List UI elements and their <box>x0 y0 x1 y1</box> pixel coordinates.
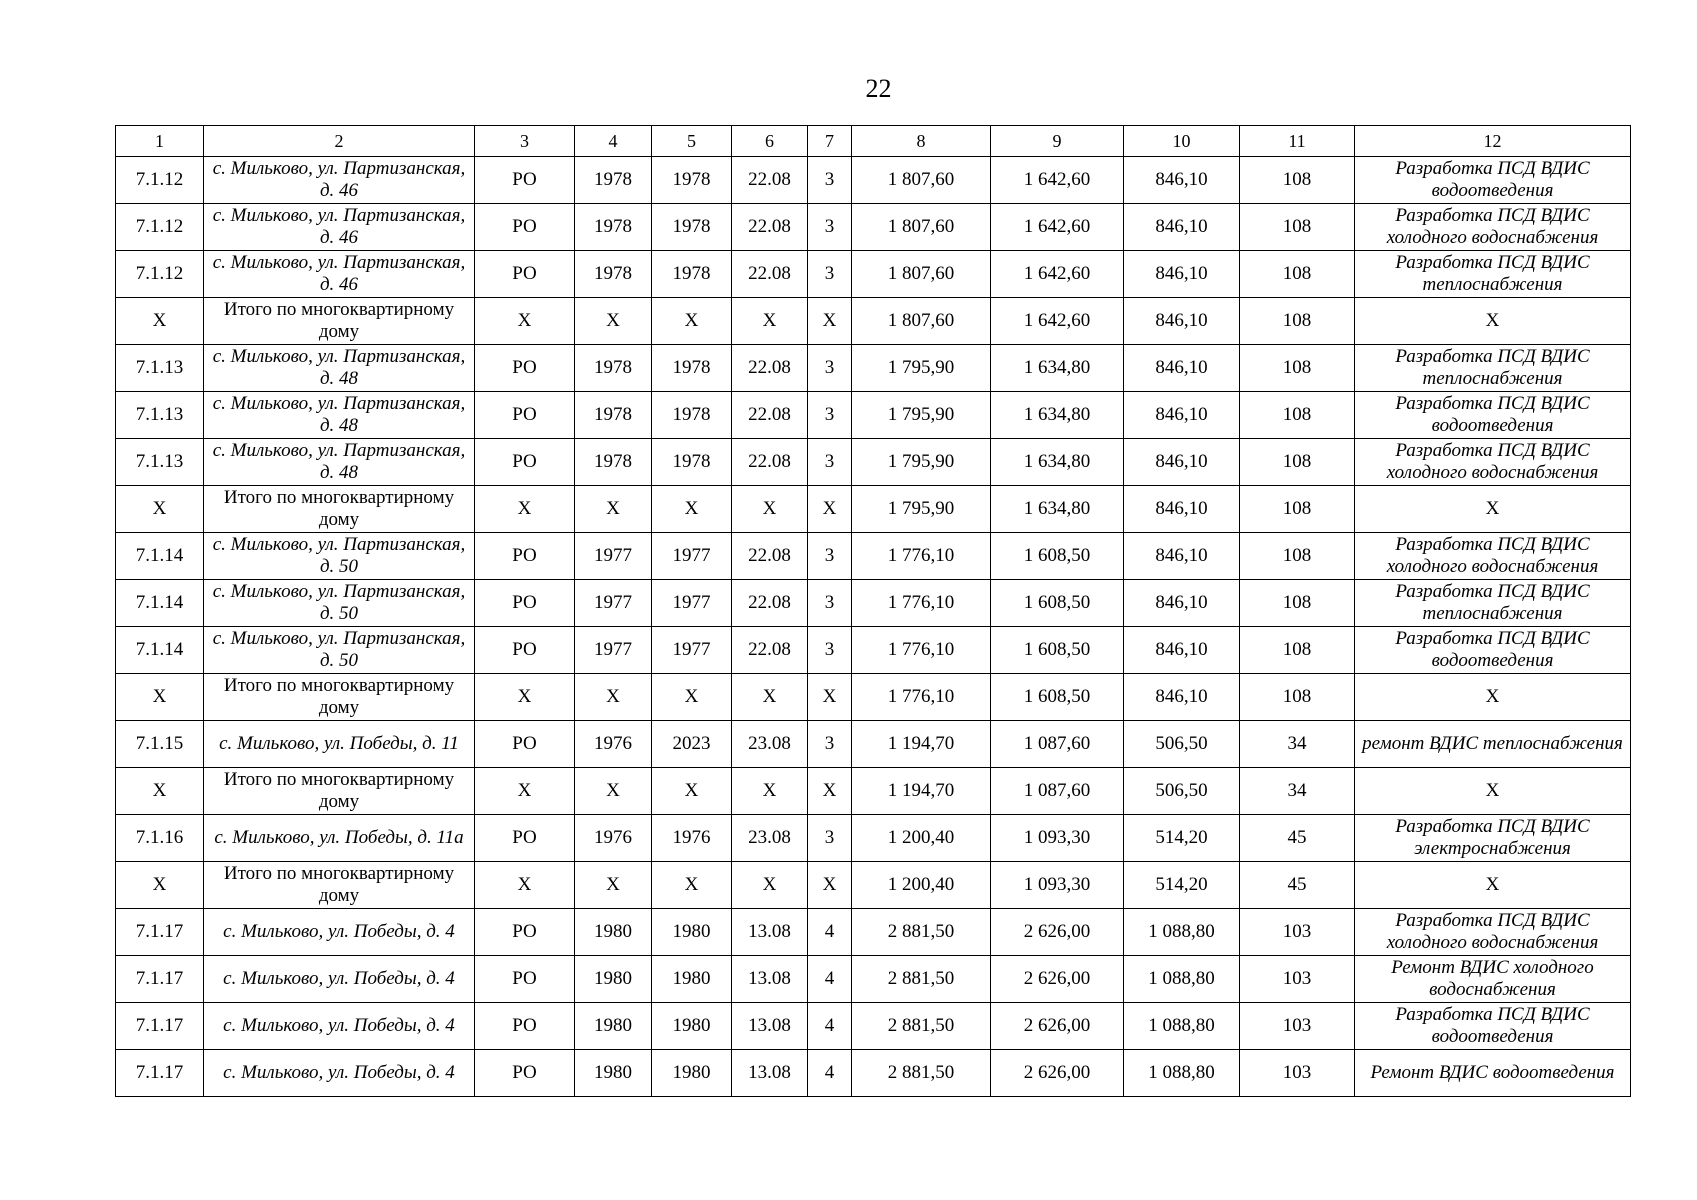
col-5-cell: X <box>652 768 732 815</box>
col-10-cell: 514,20 <box>1124 862 1240 909</box>
col-11-cell: 34 <box>1240 721 1355 768</box>
total-row <box>116 486 1631 533</box>
col-5-cell: 1977 <box>652 533 732 580</box>
col-5-cell: X <box>652 862 732 909</box>
col-11-cell: 45 <box>1240 815 1355 862</box>
item-number-cell: 7.1.12 <box>116 157 204 204</box>
col-10-cell: 506,50 <box>1124 721 1240 768</box>
col-8-cell: 1 776,10 <box>852 627 991 674</box>
col-10-cell: 1 088,80 <box>1124 1050 1240 1097</box>
address-cell: с. Мильково, ул. Партизанская, д. 50 <box>204 627 475 674</box>
column-header: 8 <box>852 126 991 157</box>
col-8-cell: 1 776,10 <box>852 580 991 627</box>
col-3-cell: РО <box>475 251 575 298</box>
col-4-cell: 1980 <box>575 1003 652 1050</box>
item-number-cell: 7.1.17 <box>116 1050 204 1097</box>
col-7-cell: 4 <box>808 1003 852 1050</box>
col-5-cell: 1978 <box>652 204 732 251</box>
col-3-cell: РО <box>475 956 575 1003</box>
col-6-cell: 22.08 <box>732 345 808 392</box>
col-7-cell: 3 <box>808 392 852 439</box>
work-type-cell: Разработка ПСД ВДИС холодного водоснабжения <box>1355 204 1631 251</box>
col-9-cell: 1 087,60 <box>991 768 1124 815</box>
col-3-cell: X <box>475 768 575 815</box>
col-7-cell: 3 <box>808 251 852 298</box>
col-3-cell: РО <box>475 1050 575 1097</box>
column-header: 1 <box>116 126 204 157</box>
column-header: 2 <box>204 126 475 157</box>
col-11-cell: 103 <box>1240 909 1355 956</box>
col-5-cell: 1978 <box>652 251 732 298</box>
col-9-cell: 1 608,50 <box>991 533 1124 580</box>
table-row <box>116 815 1631 862</box>
col-9-cell: 1 642,60 <box>991 251 1124 298</box>
header-row <box>116 126 1631 157</box>
col-11-cell: 34 <box>1240 768 1355 815</box>
col-4-cell: 1977 <box>575 533 652 580</box>
total-row <box>116 674 1631 721</box>
table-row <box>116 157 1631 204</box>
col-7-cell: 3 <box>808 815 852 862</box>
col-11-cell: 108 <box>1240 345 1355 392</box>
address-cell: с. Мильково, ул. Партизанская, д. 50 <box>204 533 475 580</box>
col-10-cell: 846,10 <box>1124 674 1240 721</box>
col-7-cell: X <box>808 768 852 815</box>
col-3-cell: РО <box>475 157 575 204</box>
col-6-cell: 22.08 <box>732 580 808 627</box>
col-6-cell: X <box>732 768 808 815</box>
col-5-cell: 1977 <box>652 580 732 627</box>
col-11-cell: 108 <box>1240 251 1355 298</box>
col-9-cell: 2 626,00 <box>991 1003 1124 1050</box>
work-type-cell: Разработка ПСД ВДИС холодного водоснабжения <box>1355 439 1631 486</box>
work-type-cell: X <box>1355 486 1631 533</box>
col-3-cell: X <box>475 486 575 533</box>
col-5-cell: 2023 <box>652 721 732 768</box>
table-row <box>116 1050 1631 1097</box>
address-cell: с. Мильково, ул. Победы, д. 11 <box>204 721 475 768</box>
work-type-cell: Ремонт ВДИС холодного водоснабжения <box>1355 956 1631 1003</box>
col-6-cell: 22.08 <box>732 204 808 251</box>
col-5-cell: 1980 <box>652 956 732 1003</box>
work-type-cell: Разработка ПСД ВДИС теплоснабжения <box>1355 580 1631 627</box>
col-9-cell: 1 634,80 <box>991 439 1124 486</box>
col-3-cell: РО <box>475 1003 575 1050</box>
item-number-cell: X <box>116 486 204 533</box>
address-cell: с. Мильково, ул. Партизанская, д. 46 <box>204 251 475 298</box>
col-7-cell: 4 <box>808 909 852 956</box>
col-5-cell: X <box>652 486 732 533</box>
col-11-cell: 108 <box>1240 157 1355 204</box>
col-9-cell: 1 608,50 <box>991 580 1124 627</box>
col-4-cell: 1978 <box>575 251 652 298</box>
table-row <box>116 956 1631 1003</box>
col-8-cell: 1 807,60 <box>852 251 991 298</box>
col-5-cell: 1978 <box>652 392 732 439</box>
table-row <box>116 1003 1631 1050</box>
col-10-cell: 846,10 <box>1124 486 1240 533</box>
table-row <box>116 439 1631 486</box>
work-type-cell: ремонт ВДИС теплоснабжения <box>1355 721 1631 768</box>
work-type-cell: X <box>1355 298 1631 345</box>
col-3-cell: РО <box>475 439 575 486</box>
address-cell: с. Мильково, ул. Партизанская, д. 46 <box>204 157 475 204</box>
table-row <box>116 392 1631 439</box>
col-9-cell: 1 642,60 <box>991 204 1124 251</box>
col-9-cell: 1 634,80 <box>991 345 1124 392</box>
col-7-cell: 3 <box>808 157 852 204</box>
column-header: 5 <box>652 126 732 157</box>
col-8-cell: 1 795,90 <box>852 486 991 533</box>
col-10-cell: 846,10 <box>1124 345 1240 392</box>
table-row <box>116 533 1631 580</box>
col-10-cell: 846,10 <box>1124 204 1240 251</box>
address-cell: с. Мильково, ул. Партизанская, д. 50 <box>204 580 475 627</box>
item-number-cell: 7.1.14 <box>116 533 204 580</box>
col-6-cell: 22.08 <box>732 392 808 439</box>
col-4-cell: 1980 <box>575 1050 652 1097</box>
col-8-cell: 1 200,40 <box>852 815 991 862</box>
col-11-cell: 45 <box>1240 862 1355 909</box>
address-cell: Итого по многоквартирному дому <box>204 298 475 345</box>
col-9-cell: 1 634,80 <box>991 392 1124 439</box>
item-number-cell: 7.1.13 <box>116 345 204 392</box>
column-header: 9 <box>991 126 1124 157</box>
work-type-cell: Разработка ПСД ВДИС холодного водоснабжения <box>1355 533 1631 580</box>
col-7-cell: 3 <box>808 439 852 486</box>
column-header: 12 <box>1355 126 1631 157</box>
address-cell: Итого по многоквартирному дому <box>204 674 475 721</box>
col-11-cell: 108 <box>1240 204 1355 251</box>
col-3-cell: РО <box>475 345 575 392</box>
col-6-cell: 22.08 <box>732 533 808 580</box>
col-8-cell: 1 807,60 <box>852 157 991 204</box>
col-6-cell: 23.08 <box>732 721 808 768</box>
col-9-cell: 1 642,60 <box>991 298 1124 345</box>
col-4-cell: 1977 <box>575 627 652 674</box>
col-4-cell: X <box>575 862 652 909</box>
col-3-cell: РО <box>475 909 575 956</box>
col-3-cell: РО <box>475 392 575 439</box>
col-11-cell: 108 <box>1240 580 1355 627</box>
col-9-cell: 1 087,60 <box>991 721 1124 768</box>
col-11-cell: 108 <box>1240 674 1355 721</box>
col-5-cell: 1978 <box>652 439 732 486</box>
work-type-cell: Разработка ПСД ВДИС водоотведения <box>1355 1003 1631 1050</box>
col-8-cell: 1 795,90 <box>852 392 991 439</box>
col-11-cell: 108 <box>1240 298 1355 345</box>
table-row <box>116 627 1631 674</box>
item-number-cell: 7.1.14 <box>116 580 204 627</box>
col-8-cell: 2 881,50 <box>852 909 991 956</box>
col-8-cell: 1 776,10 <box>852 674 991 721</box>
table-body <box>116 157 1631 1097</box>
col-8-cell: 1 776,10 <box>852 533 991 580</box>
col-11-cell: 108 <box>1240 533 1355 580</box>
column-header: 4 <box>575 126 652 157</box>
item-number-cell: 7.1.15 <box>116 721 204 768</box>
col-7-cell: 3 <box>808 204 852 251</box>
col-7-cell: X <box>808 862 852 909</box>
col-7-cell: 4 <box>808 956 852 1003</box>
col-8-cell: 1 795,90 <box>852 345 991 392</box>
col-8-cell: 1 200,40 <box>852 862 991 909</box>
table-row <box>116 580 1631 627</box>
total-row <box>116 298 1631 345</box>
item-number-cell: X <box>116 674 204 721</box>
col-5-cell: X <box>652 674 732 721</box>
address-cell: с. Мильково, ул. Партизанская, д. 46 <box>204 204 475 251</box>
col-6-cell: 22.08 <box>732 157 808 204</box>
col-11-cell: 103 <box>1240 956 1355 1003</box>
col-6-cell: 13.08 <box>732 1050 808 1097</box>
col-11-cell: 103 <box>1240 1003 1355 1050</box>
address-cell: Итого по многоквартирному дому <box>204 768 475 815</box>
col-10-cell: 1 088,80 <box>1124 909 1240 956</box>
column-header: 6 <box>732 126 808 157</box>
col-7-cell: X <box>808 674 852 721</box>
total-row <box>116 862 1631 909</box>
col-8-cell: 2 881,50 <box>852 956 991 1003</box>
item-number-cell: 7.1.12 <box>116 251 204 298</box>
col-4-cell: 1976 <box>575 815 652 862</box>
col-10-cell: 506,50 <box>1124 768 1240 815</box>
col-4-cell: 1980 <box>575 956 652 1003</box>
table-row <box>116 251 1631 298</box>
col-8-cell: 1 807,60 <box>852 298 991 345</box>
work-type-cell: Ремонт ВДИС водоотведения <box>1355 1050 1631 1097</box>
col-9-cell: 1 608,50 <box>991 627 1124 674</box>
col-8-cell: 2 881,50 <box>852 1050 991 1097</box>
col-11-cell: 103 <box>1240 1050 1355 1097</box>
table-row <box>116 721 1631 768</box>
col-11-cell: 108 <box>1240 627 1355 674</box>
work-type-cell: Разработка ПСД ВДИС холодного водоснабжения <box>1355 909 1631 956</box>
col-10-cell: 846,10 <box>1124 298 1240 345</box>
address-cell: с. Мильково, ул. Победы, д. 4 <box>204 956 475 1003</box>
col-10-cell: 846,10 <box>1124 533 1240 580</box>
item-number-cell: X <box>116 298 204 345</box>
page-number: 22 <box>865 74 892 103</box>
col-9-cell: 2 626,00 <box>991 909 1124 956</box>
col-7-cell: X <box>808 298 852 345</box>
col-5-cell: 1976 <box>652 815 732 862</box>
col-4-cell: X <box>575 768 652 815</box>
col-4-cell: 1980 <box>575 909 652 956</box>
col-6-cell: 23.08 <box>732 815 808 862</box>
col-3-cell: РО <box>475 815 575 862</box>
col-10-cell: 846,10 <box>1124 251 1240 298</box>
col-7-cell: 3 <box>808 627 852 674</box>
item-number-cell: 7.1.17 <box>116 1003 204 1050</box>
address-cell: Итого по многоквартирному дому <box>204 862 475 909</box>
col-11-cell: 108 <box>1240 486 1355 533</box>
column-header: 7 <box>808 126 852 157</box>
col-3-cell: X <box>475 674 575 721</box>
address-cell: с. Мильково, ул. Победы, д. 4 <box>204 1050 475 1097</box>
work-type-cell: Разработка ПСД ВДИС водоотведения <box>1355 392 1631 439</box>
col-7-cell: 3 <box>808 533 852 580</box>
work-type-cell: Разработка ПСД ВДИС теплоснабжения <box>1355 251 1631 298</box>
col-9-cell: 2 626,00 <box>991 956 1124 1003</box>
col-8-cell: 1 795,90 <box>852 439 991 486</box>
col-3-cell: РО <box>475 721 575 768</box>
col-10-cell: 846,10 <box>1124 580 1240 627</box>
col-5-cell: 1980 <box>652 1003 732 1050</box>
col-6-cell: X <box>732 862 808 909</box>
item-number-cell: 7.1.14 <box>116 627 204 674</box>
col-8-cell: 2 881,50 <box>852 1003 991 1050</box>
col-9-cell: 2 626,00 <box>991 1050 1124 1097</box>
col-6-cell: X <box>732 674 808 721</box>
col-4-cell: X <box>575 486 652 533</box>
col-9-cell: 1 634,80 <box>991 486 1124 533</box>
col-10-cell: 846,10 <box>1124 439 1240 486</box>
col-7-cell: 3 <box>808 721 852 768</box>
col-6-cell: 22.08 <box>732 251 808 298</box>
address-cell: с. Мильково, ул. Победы, д. 4 <box>204 909 475 956</box>
col-4-cell: X <box>575 674 652 721</box>
table-row <box>116 204 1631 251</box>
col-3-cell: РО <box>475 204 575 251</box>
item-number-cell: 7.1.12 <box>116 204 204 251</box>
col-4-cell: 1977 <box>575 580 652 627</box>
register-table <box>115 125 1631 1097</box>
work-type-cell: X <box>1355 768 1631 815</box>
col-10-cell: 846,10 <box>1124 627 1240 674</box>
col-5-cell: 1978 <box>652 345 732 392</box>
address-cell: с. Мильково, ул. Партизанская, д. 48 <box>204 345 475 392</box>
col-6-cell: 22.08 <box>732 627 808 674</box>
address-cell: с. Мильково, ул. Победы, д. 4 <box>204 1003 475 1050</box>
address-cell: с. Мильково, ул. Партизанская, д. 48 <box>204 439 475 486</box>
work-type-cell: Разработка ПСД ВДИС водоотведения <box>1355 157 1631 204</box>
col-6-cell: 13.08 <box>732 956 808 1003</box>
col-4-cell: X <box>575 298 652 345</box>
col-10-cell: 1 088,80 <box>1124 1003 1240 1050</box>
col-4-cell: 1978 <box>575 392 652 439</box>
col-5-cell: 1978 <box>652 157 732 204</box>
col-3-cell: X <box>475 298 575 345</box>
col-8-cell: 1 194,70 <box>852 768 991 815</box>
col-9-cell: 1 093,30 <box>991 862 1124 909</box>
col-10-cell: 846,10 <box>1124 157 1240 204</box>
total-row <box>116 768 1631 815</box>
address-cell: с. Мильково, ул. Победы, д. 11а <box>204 815 475 862</box>
address-cell: с. Мильково, ул. Партизанская, д. 48 <box>204 392 475 439</box>
column-header: 11 <box>1240 126 1355 157</box>
col-7-cell: 3 <box>808 580 852 627</box>
col-3-cell: РО <box>475 580 575 627</box>
col-4-cell: 1978 <box>575 439 652 486</box>
item-number-cell: 7.1.16 <box>116 815 204 862</box>
col-9-cell: 1 608,50 <box>991 674 1124 721</box>
item-number-cell: X <box>116 768 204 815</box>
col-7-cell: X <box>808 486 852 533</box>
col-9-cell: 1 642,60 <box>991 157 1124 204</box>
col-5-cell: 1980 <box>652 1050 732 1097</box>
col-3-cell: РО <box>475 533 575 580</box>
col-4-cell: 1978 <box>575 157 652 204</box>
column-header: 3 <box>475 126 575 157</box>
col-8-cell: 1 194,70 <box>852 721 991 768</box>
col-4-cell: 1976 <box>575 721 652 768</box>
col-4-cell: 1978 <box>575 345 652 392</box>
work-type-cell: Разработка ПСД ВДИС теплоснабжения <box>1355 345 1631 392</box>
col-4-cell: 1978 <box>575 204 652 251</box>
work-type-cell: Разработка ПСД ВДИС водоотведения <box>1355 627 1631 674</box>
col-11-cell: 108 <box>1240 439 1355 486</box>
col-7-cell: 3 <box>808 345 852 392</box>
work-type-cell: X <box>1355 862 1631 909</box>
col-6-cell: 13.08 <box>732 909 808 956</box>
work-type-cell: X <box>1355 674 1631 721</box>
col-7-cell: 4 <box>808 1050 852 1097</box>
col-3-cell: РО <box>475 627 575 674</box>
col-6-cell: 22.08 <box>732 439 808 486</box>
table-row <box>116 345 1631 392</box>
col-5-cell: X <box>652 298 732 345</box>
work-type-cell: Разработка ПСД ВДИС электроснабжения <box>1355 815 1631 862</box>
item-number-cell: 7.1.13 <box>116 392 204 439</box>
col-10-cell: 846,10 <box>1124 392 1240 439</box>
col-11-cell: 108 <box>1240 392 1355 439</box>
item-number-cell: 7.1.17 <box>116 956 204 1003</box>
col-9-cell: 1 093,30 <box>991 815 1124 862</box>
col-10-cell: 1 088,80 <box>1124 956 1240 1003</box>
col-6-cell: X <box>732 486 808 533</box>
col-5-cell: 1977 <box>652 627 732 674</box>
col-8-cell: 1 807,60 <box>852 204 991 251</box>
col-10-cell: 514,20 <box>1124 815 1240 862</box>
column-header: 10 <box>1124 126 1240 157</box>
col-6-cell: 13.08 <box>732 1003 808 1050</box>
address-cell: Итого по многоквартирному дому <box>204 486 475 533</box>
col-5-cell: 1980 <box>652 909 732 956</box>
table-row <box>116 909 1631 956</box>
item-number-cell: X <box>116 862 204 909</box>
col-6-cell: X <box>732 298 808 345</box>
item-number-cell: 7.1.17 <box>116 909 204 956</box>
item-number-cell: 7.1.13 <box>116 439 204 486</box>
col-3-cell: X <box>475 862 575 909</box>
